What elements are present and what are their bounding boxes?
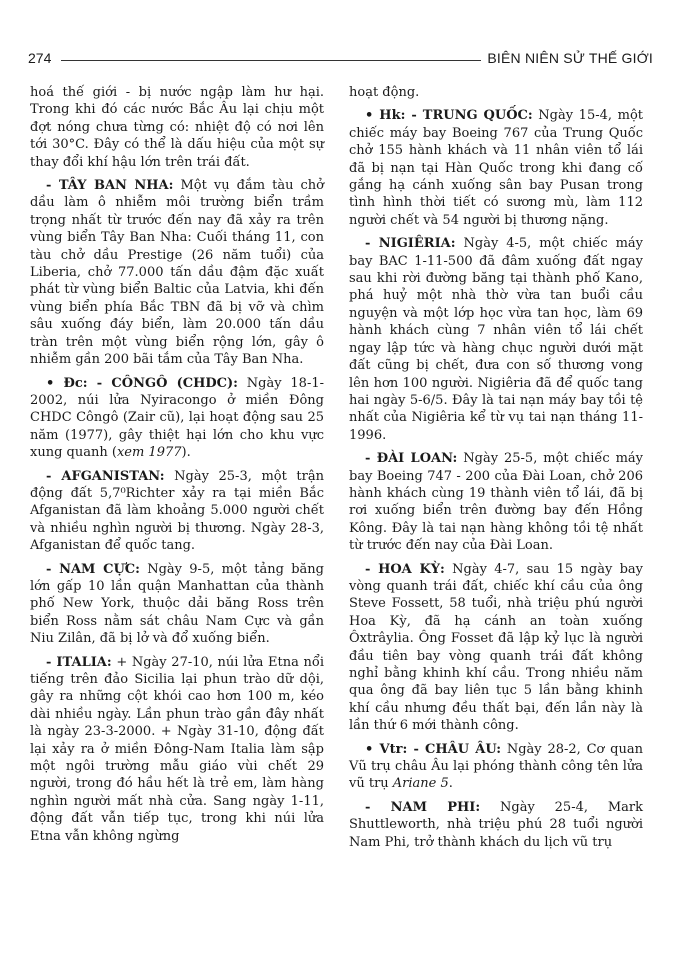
paragraph-text: Ngày 18-1-2002, núi lửa Nyiracongo ở miền Đông CHDC Côngô (Zair cũ), lại hoạt động sau 25 năm (1977), gây thiệt hại lớn cho khu vực xung quanh ( <box>30 375 325 461</box>
paragraph <box>349 107 643 229</box>
entry-heading: • Vtr: - CHÂU ÂU: <box>365 741 502 757</box>
paragraph-text: Ngày 28-2, Cơ quan Vũ trụ châu Âu lại phóng thành công tên lửa vũ trụ <box>349 741 643 792</box>
paragraph-text: Ngày 9-5, một tảng băng lớn gấp 10 lần quận Manhattan của thành phố New York, thuộc dải băng Ross trên biển Ross nằm sát châu Nam Cực và gần Niu Zilân, đã bị lở và đổ xuống biển. <box>30 561 325 647</box>
cross-reference: xem 1977 <box>116 445 182 461</box>
paragraph <box>349 741 643 793</box>
paragraph <box>349 799 643 851</box>
entry-heading: • Hk: - TRUNG QUỐC: <box>365 108 533 124</box>
paragraph <box>30 561 324 648</box>
paragraph-text: Ngày 4-7, sau 15 ngày bay vòng quanh trái đất, chiếc khí cầu của ông Steve Fossett, 58 tuổi, nhà triệu phú người Hoa Kỳ, đã hạ cánh an toàn xuống Ôxtrâylia. Ông Fosset đã lập kỷ lục là người đầu tiên bay vòng quanh trái đất không nghỉ bằng khinh khí cầu. Trong nhiều năm qua ông đã bay liên tục 5 lần bằng khinh khí cầu nhưng đều thất bại, đến lần này là lần thứ 6 mới thành công. <box>349 561 643 734</box>
entry-heading: - TÂY BAN NHA: <box>46 178 174 194</box>
paragraph-text: Ngày 4-5, một chiếc máy bay BAC 1-11-500 đã đâm xuống đất ngay sau khi rời đường băng tại thành phố Kano, phá huỷ một nhà thờ vừa tan buổi cầu nguyện và một lớp học vừa tan học, làm 69 hành khách cùng 7 nhân viên tổ lái chết ngay lập tức và hàng chục người dưới mặt đất cũng bị chết, đưa con số thương vong lên hơn 100 người. Nigiêria đã để quốc tang hai ngày 5-6/5. Đây là tai nạn máy bay tồi tệ nhất của Nigiêria kể từ vụ tai nạn tháng 11-1996. <box>349 236 643 443</box>
paragraph-text: Một vụ đắm tàu chở dầu làm ô nhiễm môi trường biển trầm trọng nhất từ trước đến nay đã xảy ra trên vùng biển Tây Ban Nha: Cuối tháng 11, con tàu chở dầu Prestige (26 năm tuổi) của Liberia, chở 77.000 tấn dầu đậm đặc xuất phát từ vùng biển Baltic của Latvia, khi đến vùng biển phía Bắc TBN đã bị vỡ và chìm sâu xuống đáy biển, làm 20.000 tấn dầu tràn trên một vùng biển rộng lớn, gây ô nhiễm gần 200 bãi tắm của Tây Ban Nha. <box>30 178 324 368</box>
paragraph <box>30 177 324 368</box>
paragraph <box>349 84 643 101</box>
page-header <box>28 44 653 66</box>
entry-heading: - ITALIA: <box>46 654 112 670</box>
entry-heading: - NAM CỰC: <box>46 561 140 577</box>
paragraph-text: + Ngày 27-10, núi lửa Etna nổi tiếng trên đảo Sicilia lại phun trào dữ dội, gây ra những cột khói cao hơn 100 m, kéo dài nhiều ngày. Lần phun trào gần đây nhất là ngày 23-3-2000. + Ngày 31-10, động đất lại xảy ra ở miền Đông-Nam Italia làm sập một ngôi trường mẫu giáo vùi chết 29 người, trong đó hầu hết là trẻ em, làm hàng nghìn người mất nhà cửa. Sang ngày 1-11, động đất vẫn tiếp tục, trong khi núi lửa Etna vẫn không ngừng <box>30 654 324 844</box>
paragraph <box>349 450 643 554</box>
page-number: 274 <box>28 50 52 66</box>
paragraph-text: hoá thế giới - bị nước ngập làm hư hại. Trong khi đó các nước Bắc Âu lại chịu một đợt nóng chưa từng có: nhiệt độ có nơi lên tới 30°C. Đây có thể là dấu hiệu của một sự thay đổi khí hậu lớn trên trái đất. <box>30 85 324 170</box>
paragraph-tail: . <box>448 776 453 792</box>
header-rule <box>61 60 481 61</box>
entry-heading: - NIGIÊRIA: <box>365 236 456 252</box>
rocket-name: Ariane 5 <box>392 776 449 792</box>
entry-heading: - HOA KỲ: <box>365 561 445 577</box>
right-column <box>349 84 643 857</box>
paragraph-text: hoạt động. <box>349 85 420 100</box>
paragraph-text: Ngày 25-3, một trận động đất 5,7⁰Richter xảy ra tại miền Bắc Afganistan đã làm khoảng 5.000 người chết và nhiều nghìn người bị thương. Ngày 28-3, Afganistan để quốc tang. <box>30 468 324 554</box>
running-title: BIÊN NIÊN SỬ THẾ GIỚI <box>487 50 653 66</box>
paragraph-text: Ngày 25-5, một chiếc máy bay Boeing 747 - 200 của Đài Loan, chở 206 hành khách cùng 19 thành viên tổ lái, đã bị rơi xuống biển trên đường bay đến Hồng Kông. Đây là tai nạn hàng không tồi tệ nhất từ trước đến nay của Đài Loan. <box>349 451 643 554</box>
paragraph <box>30 375 324 462</box>
paragraph-text: Ngày 15-4, một chiếc máy bay Boeing 767 của Trung Quốc chở 155 hành khách và 11 nhân viên tổ lái đã bị nạn tại Hàn Quốc trong khi đang cố gắng hạ cánh xuống sân bay Pusan trong tình hình thời tiết có sương mù, làm 112 người chết và 54 người bị thương nặng. <box>349 108 643 228</box>
entry-heading: - ĐÀI LOAN: <box>365 451 458 467</box>
paragraph-text: Ngày 25-4, Mark Shuttleworth, nhà triệu phú 28 tuổi người Nam Phi, trở thành khách du lịch vũ trụ <box>349 799 643 850</box>
paragraph <box>30 84 324 171</box>
paragraph <box>349 561 643 735</box>
paragraph <box>349 235 643 444</box>
entry-heading: - NAM PHI: <box>365 799 481 815</box>
entry-heading: • Đc: - CÔNGÔ (CHDC): <box>46 375 238 391</box>
paragraph-tail: ). <box>181 445 191 461</box>
entry-heading: - AFGANISTAN: <box>46 468 165 484</box>
left-column <box>30 84 324 851</box>
paragraph <box>30 654 324 845</box>
paragraph <box>30 468 324 555</box>
